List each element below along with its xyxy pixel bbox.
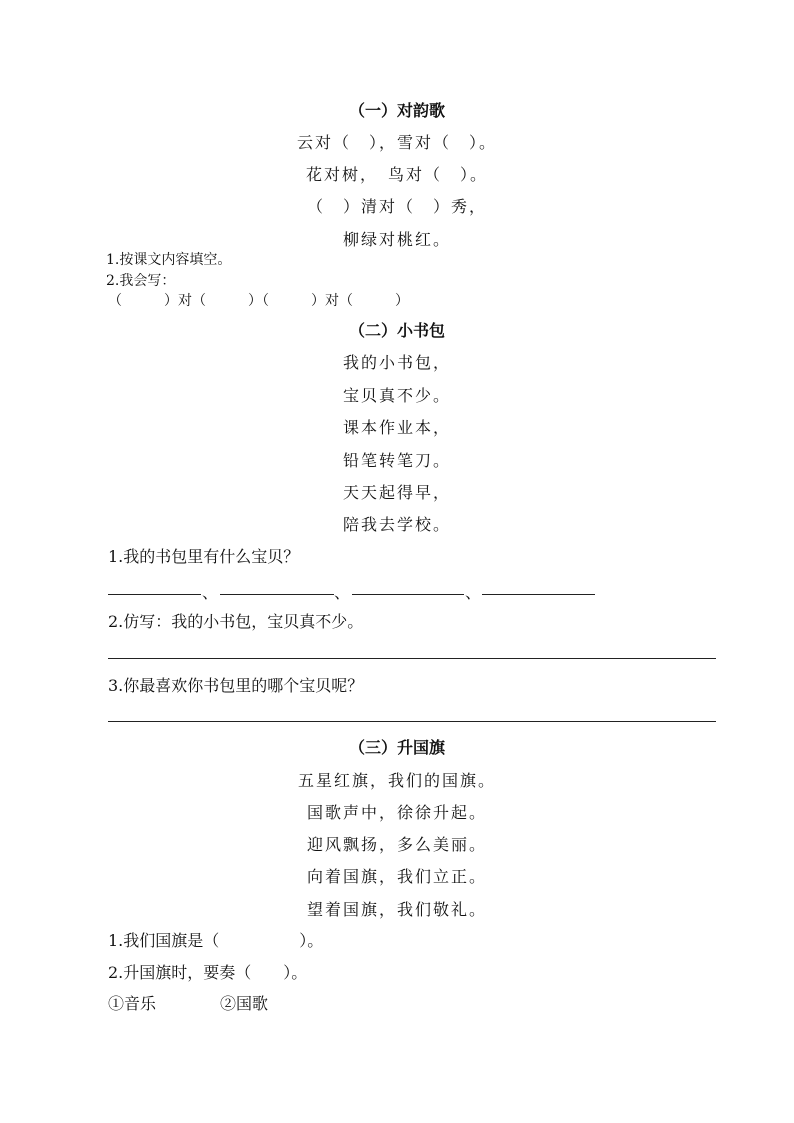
section3-question-1: 1.我们国旗是（ ）。 xyxy=(108,931,324,950)
blank-separator: 、 xyxy=(334,583,351,602)
answer-blank-3[interactable] xyxy=(352,594,464,595)
section3-question-2: 2.升国旗时，要奏（ ）。 xyxy=(108,963,308,982)
section3-poem-line-1: 五星红旗，我们的国旗。 xyxy=(297,771,496,790)
section2-question-2: 2.仿写：我的小书包，宝贝真不少。 xyxy=(108,612,364,631)
section2-poem-line-3: 课本作业本， xyxy=(342,418,451,437)
section3-poem-line-4: 向着国旗，我们立正。 xyxy=(306,867,487,886)
section3-title: （三）升国旗 xyxy=(348,738,445,757)
option-music: ①音乐 xyxy=(108,994,157,1013)
section3-poem-line-3: 迎风飘扬，多么美丽。 xyxy=(306,835,487,854)
section1-poem-line-1: 云对（ ），雪对（ ）。 xyxy=(296,133,497,152)
answer-blank-1[interactable] xyxy=(108,594,201,595)
section1-poem-line-2: 花对树， 鸟对（ ）。 xyxy=(305,165,488,184)
section2-title: （二）小书包 xyxy=(348,321,445,340)
section2-poem-line-4: 铅笔转笔刀。 xyxy=(342,451,451,470)
section1-question-2: 2.我会写： xyxy=(106,273,176,289)
section1-question-2-blank: （ ）对（ ）（ ）对（ ） xyxy=(108,293,409,309)
blank-separator: 、 xyxy=(202,583,219,602)
section2-question-1: 1.我的书包里有什么宝贝？ xyxy=(108,547,300,566)
option-anthem: ②国歌 xyxy=(220,994,269,1013)
answer-line-2[interactable] xyxy=(108,658,716,659)
answer-line-3[interactable] xyxy=(108,721,716,722)
section1-poem-line-4: 柳绿对桃红。 xyxy=(342,230,451,249)
section2-question-3: 3.你最喜欢你书包里的哪个宝贝呢？ xyxy=(108,676,364,695)
section1-poem-line-3: （ ）清对（ ）秀， xyxy=(306,197,487,216)
section1-title: （一）对韵歌 xyxy=(348,101,445,120)
section2-poem-line-2: 宝贝真不少。 xyxy=(342,386,451,405)
answer-blank-2[interactable] xyxy=(220,594,334,595)
section3-poem-line-5: 望着国旗，我们敬礼。 xyxy=(306,900,487,919)
section2-poem-line-1: 我的小书包， xyxy=(342,353,451,372)
section2-poem-line-6: 陪我去学校。 xyxy=(342,515,451,534)
blank-separator: 、 xyxy=(465,583,482,602)
section1-question-1: 1.按课文内容填空。 xyxy=(106,252,232,268)
answer-blank-4[interactable] xyxy=(482,594,595,595)
section2-poem-line-5: 天天起得早， xyxy=(342,483,451,502)
section3-poem-line-2: 国歌声中，徐徐升起。 xyxy=(306,803,487,822)
